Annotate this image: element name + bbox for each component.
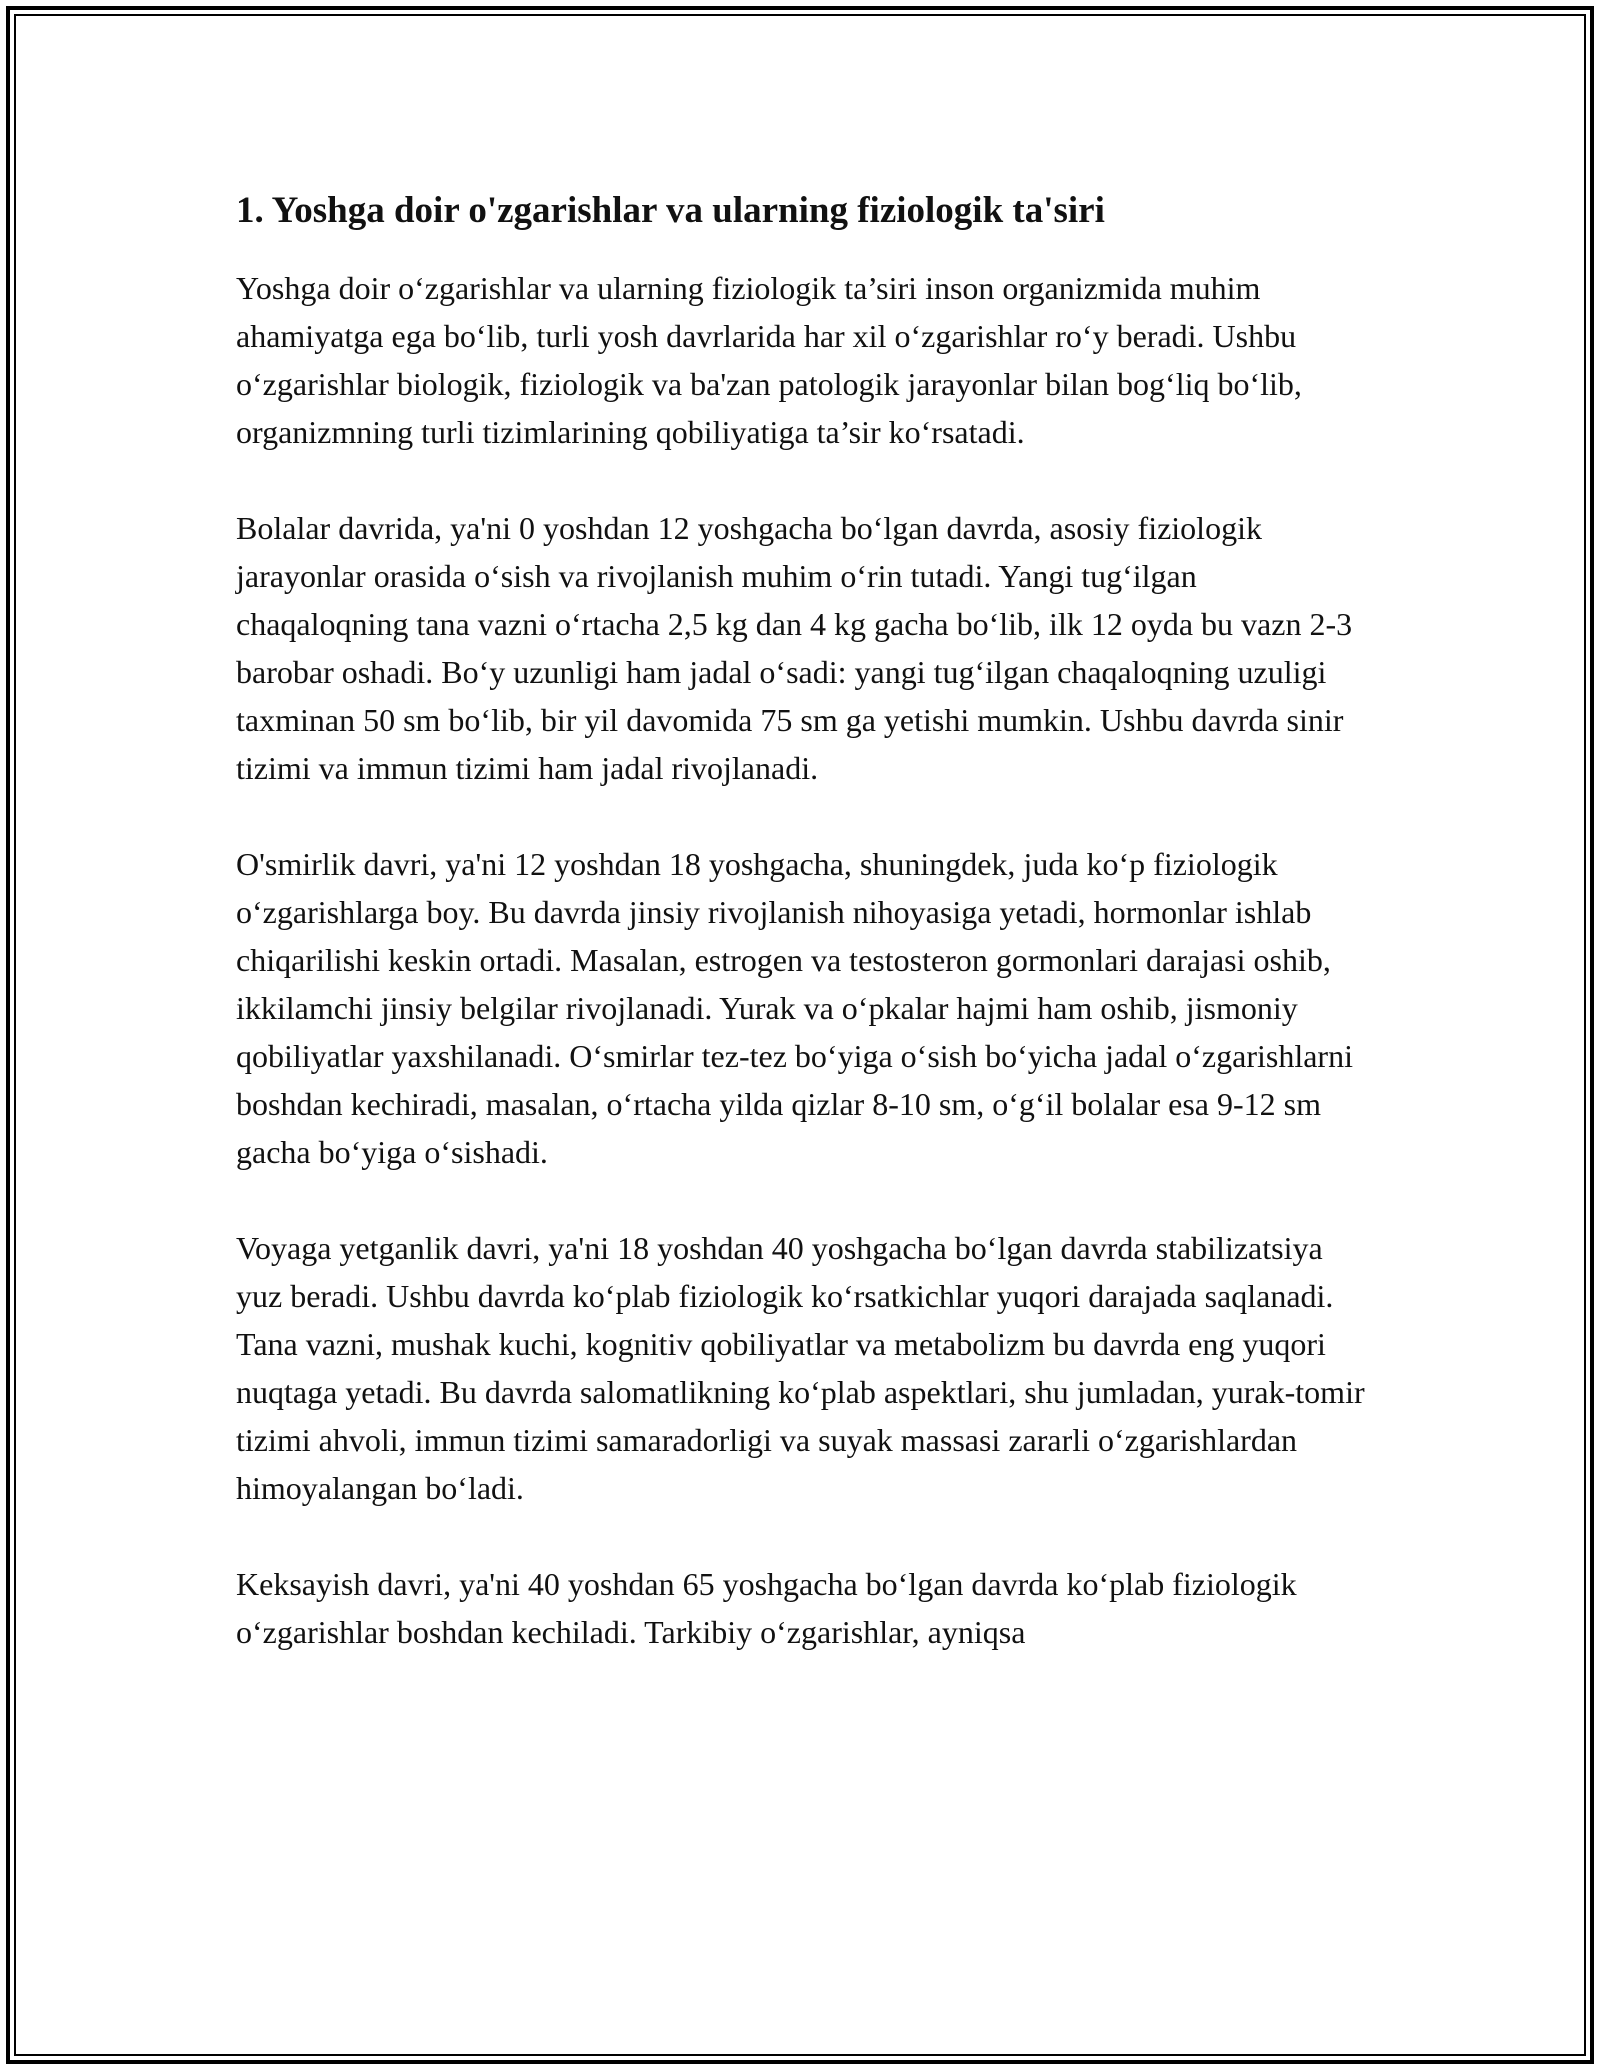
- document-body: [236, 186, 1366, 1704]
- paragraph-adolescence: O'smirlik davri, ya'ni 12 yoshdan 18 yoshgacha, shuningdek, juda ko‘p fiziologik o‘zgarishlarga boy. Bu davrda jinsiy rivojlanish nihoyasiga yetadi, hormonlar ishlab chiqarilishi keskin ortadi. Masalan, estrogen va testosteron gormonlari darajasi oshib, ikkilamchi jinsiy belgilar rivojlanadi. Yurak va o‘pkalar hajmi ham oshib, jismoniy qobiliyatlar yaxshilanadi. O‘smirlar tez-tez bo‘yiga o‘sish bo‘yicha jadal o‘zgarishlarni boshdan kechiradi, masalan, o‘rtacha yilda qizlar 8-10 sm, o‘g‘il bolalar esa 9-12 sm gacha bo‘yiga o‘sishadi.: [236, 846, 1353, 1170]
- paragraph-adulthood: Voyaga yetganlik davri, ya'ni 18 yoshdan 40 yoshgacha bo‘lgan davrda stabilizatsiya yuz beradi. Ushbu davrda ko‘plab fiziologik ko‘rsatkichlar yuqori darajada saqlanadi. Tana vazni, mushak kuchi, kognitiv qobiliyatlar va metabolizm bu davrda eng yuqori nuqtaga yetadi. Bu davrda salomatlikning ko‘plab aspektlari, shu jumladan, yurak-tomir tizimi ahvoli, immun tizimi samaradorligi va suyak massasi zararli o‘zgarishlardan himoyalangan bo‘ladi.: [236, 1230, 1365, 1506]
- paragraph-aging: Keksayish davri, ya'ni 40 yoshdan 65 yoshgacha bo‘lgan davrda ko‘plab fiziologik o‘zgarishlar boshdan kechiladi. Tarkibiy o‘zgarishlar, ayniqsa: [236, 1566, 1297, 1650]
- section-heading: 1. Yoshga doir o'zgarishlar va ularning fiziologik ta'siri: [236, 190, 1105, 231]
- paragraph-childhood: Bolalar davrida, ya'ni 0 yoshdan 12 yoshgacha bo‘lgan davrda, asosiy fiziologik jarayonlar orasida o‘sish va rivojlanish muhim o‘rin tutadi. Yangi tug‘ilgan chaqaloqning tana vazni o‘rtacha 2,5 kg dan 4 kg gacha bo‘lib, ilk 12 oyda bu vazn 2-3 barobar oshadi. Bo‘y uzunligi ham jadal o‘sadi: yangi tug‘ilgan chaqaloqning uzuligi taxminan 50 sm bo‘lib, bir yil davomida 75 sm ga yetishi mumkin. Ushbu davrda sinir tizimi va immun tizimi ham jadal rivojlanadi.: [236, 510, 1353, 786]
- paragraph-intro: Yoshga doir o‘zgarishlar va ularning fiziologik ta’siri inson organizmida muhim ahamiyatga ega bo‘lib, turli yosh davrlarida har xil o‘zgarishlar ro‘y beradi. Ushbu o‘zgarishlar biologik, fiziologik va ba'zan patologik jarayonlar bilan bog‘liq bo‘lib, organizmning turli tizimlarining qobiliyatiga ta’sir ko‘rsatadi.: [236, 270, 1302, 450]
